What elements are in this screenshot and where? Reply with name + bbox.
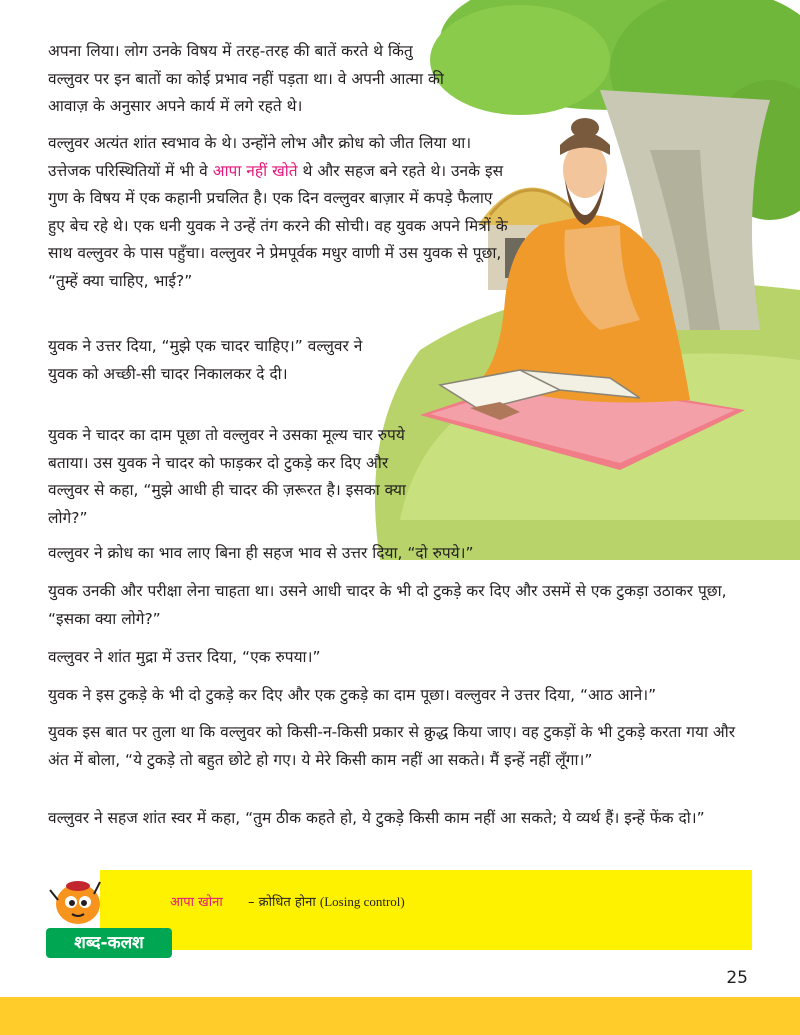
paragraph-9: युवक इस बात पर तुला था कि वल्लुवर को किसी-न-किसी प्रकार से क्रुद्ध किया जाए। वह टुकड़ों के भी टुकड़े करता गया और अंत में बोला, “ये टुकड़े तो बहुत छोटे हो गए। ये मेरे किसी काम नहीं आ सकते। मैं इन्हें नहीं लूँगा।”: [48, 723, 736, 769]
paragraph-7: वल्लुवर ने शांत मुद्रा में उत्तर दिया, “एक रुपया।”: [48, 648, 321, 666]
glossary-box: [100, 870, 752, 950]
highlighted-phrase: आपा नहीं खोते: [212, 161, 298, 180]
footer-band: [0, 997, 800, 1035]
paragraph-10: वल्लुवर ने सहज शांत स्वर में कहा, “तुम ठीक कहते हो, ये टुकड़े किसी काम नहीं आ सकते; ये व्यर्थ हैं। इन्हें फेंक दो।”: [48, 809, 705, 827]
glossary-meaning: [248, 892, 405, 910]
paragraph-3: युवक ने उत्तर दिया, “मुझे एक चादर चाहिए।” वल्लुवर ने युवक को अच्छी-सी चादर निकालकर दे दी।: [48, 337, 363, 383]
glossary-meaning-hindi: – क्रोधित होना: [248, 895, 316, 910]
paragraph-6: युवक उनकी और परीक्षा लेना चाहता था। उसने आधी चादर के भी दो टुकड़े कर दिए और उसमें से एक टुकड़ा उठाकर पूछा, “इसका क्या लोगे?”: [48, 582, 727, 628]
pot-mascot-icon: [38, 860, 118, 934]
glossary-meaning-english: (Losing control): [319, 894, 405, 909]
paragraph-2-text-a: वल्लुवर अत्यंत शांत स्वभाव के थे। उन्होंने लोभ और क्रोध को जीत लिया था। उत्तेजक परिस्थितियों में भी वे: [48, 134, 472, 180]
paragraph-2: [48, 130, 508, 295]
shabd-kalash-label: शब्द-कलश: [46, 928, 172, 958]
paragraph-5: वल्लुवर ने क्रोध का भाव लाए बिना ही सहज भाव से उत्तर दिया, “दो रुपये।”: [48, 544, 474, 562]
paragraph-2-text-b: थे और सहज बने रहते थे। उनके इस गुण के विषय में एक कहानी प्रचलित है। एक दिन वल्लुवर बाज़ार में कपड़े फैलाए हुए बेच रहे थे। एक धनी युवक ने उन्हें तंग करने की सोची। वह युवक अपने मित्रों के साथ वल्लुवर के पास पहुँचा। वल्लुवर ने प्रेमपूर्वक मधुर वाणी में उस युवक से पूछा, “तुम्हें क्या चाहिए, भाई?”: [48, 161, 508, 290]
paragraph-8: युवक ने इस टुकड़े के भी दो टुकड़े कर दिए और एक टुकड़े का दाम पूछा। वल्लुवर ने उत्तर दिया, “आठ आने।”: [48, 686, 657, 704]
paragraph-4: युवक ने चादर का दाम पूछा तो वल्लुवर ने उसका मूल्य चार रुपये बताया। उस युवक ने चादर को फाड़कर दो टुकड़े कर दिए और वल्लुवर से कहा, “मुझे आधी ही चादर की ज़रूरत है। इसका क्या लोगे?”: [48, 426, 406, 527]
paragraph-1: अपना लिया। लोग उनके विषय में तरह-तरह की बातें करते थे किंतु वल्लुवर पर इन बातों का कोई प्रभाव नहीं पड़ता था। वे अपनी आत्मा की आवाज़ के अनुसार अपने कार्य में लगे रहते थे।: [48, 42, 444, 115]
page-number: 25: [726, 968, 748, 988]
glossary-term: आपा खोना: [170, 895, 223, 910]
